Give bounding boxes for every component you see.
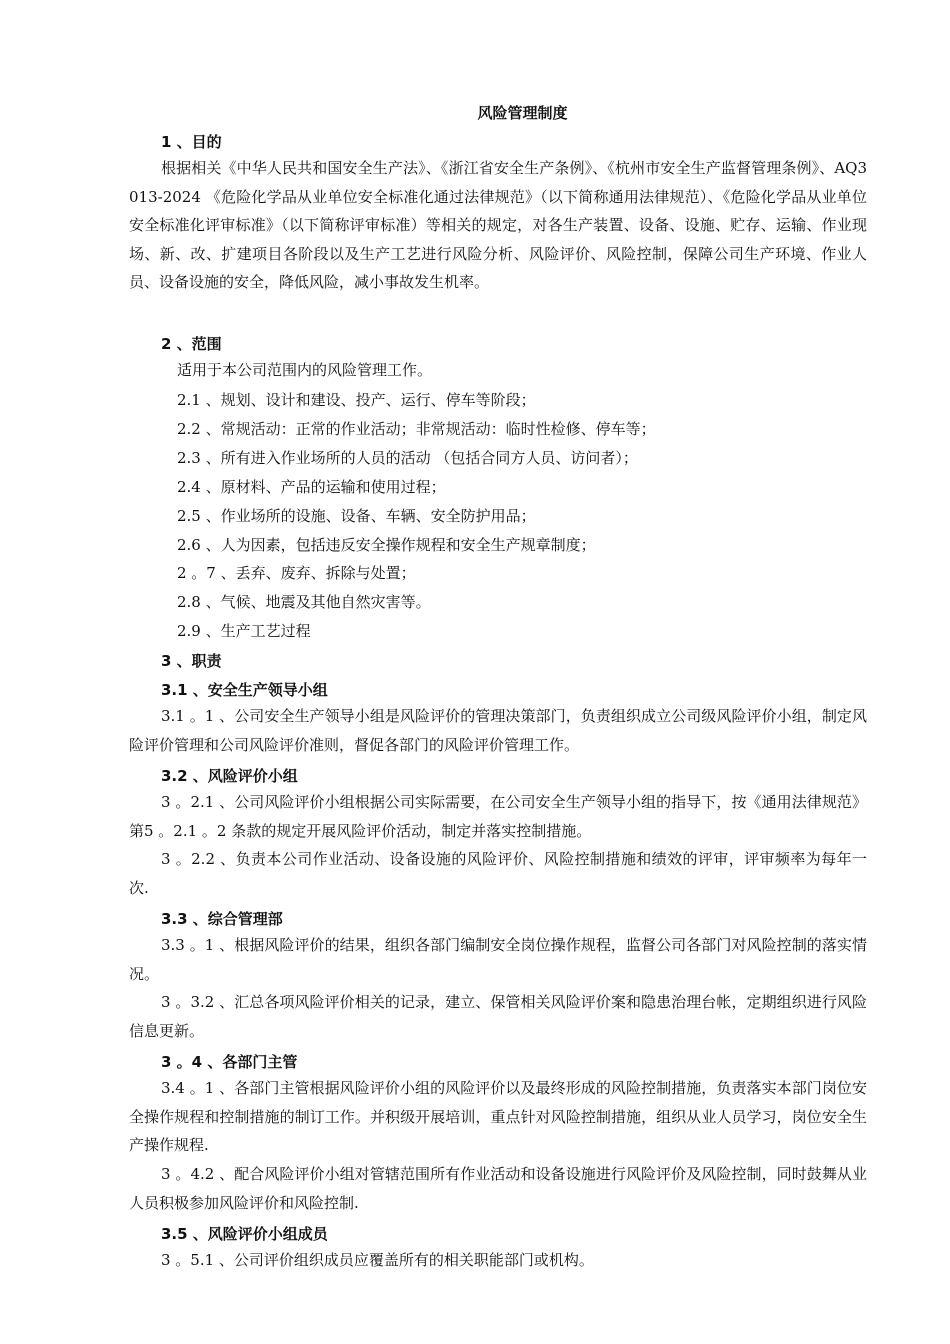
paragraph-purpose: 根据相关《中华人民共和国安全生产法》、《浙江省安全生产条例》、《杭州市安全生产监督管理条例》、AQ3013-2024 《危险化学品从业单位安全标准化通过法律规范》（以下简称通用法律规范）、《危险化学品从业单位安全标准化评审标准》（以下简称评审标准）等相关的规定，对各生产装置、设备、设施、贮存、运输、作业现场、新、改、扩建项目各阶段以及生产工艺进行风险分析、风险评价、风险控制，保障公司生产环境、作业人员、设备设施的安全，降低风险，减小事故发生机率。 — [129, 159, 867, 291]
list-item: 2.5 、作业场所的设施、设备、车辆、安全防护用品； — [177, 507, 536, 525]
paragraph-3-5-1: 3 。5.1 、公司评价组织成员应覆盖所有的相关职能部门或机构。 — [161, 1251, 594, 1269]
list-item: 2.4 、原材料、产品的运输和使用过程； — [177, 478, 446, 496]
paragraph-3-3-2: 3 。3.2 、汇总各项风险评价相关的记录，建立、保管相关风险评价案和隐患治理台帐，定期组织进行风险信息更新。 — [129, 993, 867, 1040]
subsection-heading-3-1: 3.1 、安全生产领导小组 — [161, 681, 328, 699]
document-title: 风险管理制度 — [477, 104, 568, 122]
section-heading-scope: 2 、范围 — [161, 335, 222, 353]
list-item: 2.3 、所有进入作业场所的人员的活动 （包括合同方人员、访问者）； — [177, 449, 638, 467]
subsection-heading-3-5: 3.5 、风险评价小组成员 — [161, 1225, 328, 1243]
paragraph-3-1-1: 3.1 。1 、公司安全生产领导小组是风险评价的管理决策部门，负责组织成立公司级风险评价小组，制定风险评价管理和公司风险评价准则，督促各部门的风险评价管理工作。 — [129, 707, 867, 754]
list-item: 2.9 、生产工艺过程 — [177, 622, 311, 640]
list-item: 2.6 、人为因素，包括违反安全操作规程和安全生产规章制度； — [177, 536, 596, 554]
scope-intro: 适用于本公司范围内的风险管理工作。 — [177, 361, 433, 379]
section-heading-duties: 3 、职责 — [161, 652, 222, 670]
section-heading-purpose: 1 、目的 — [161, 133, 222, 151]
list-item: 2 。7 、丢弃、废弃、拆除与处置； — [177, 564, 416, 582]
list-item: 2.8 、气候、地震及其他自然灾害等。 — [177, 593, 431, 611]
subsection-heading-3-3: 3.3 、综合管理部 — [161, 910, 283, 928]
paragraph-3-2-1: 3 。2.1 、公司风险评价小组根据公司实际需要，在公司安全生产领导小组的指导下，按《通用法律规范》第5 。2.1 。2 条款的规定开展风险评价活动，制定并落实控制措施。 — [129, 793, 867, 840]
list-item: 2.1 、规划、设计和建设、投产、运行、停车等阶段； — [177, 391, 536, 409]
subsection-heading-3-2: 3.2 、风险评价小组 — [161, 767, 298, 785]
subsection-heading-3-4: 3 。4 、各部门主管 — [161, 1053, 298, 1071]
paragraph-3-3-1: 3.3 。1 、根据风险评价的结果，组织各部门编制安全岗位操作规程，监督公司各部门对风险控制的落实情况。 — [129, 936, 867, 983]
list-item: 2.2 、常规活动：正常的作业活动；非常规活动：临时性检修、停车等； — [177, 420, 656, 438]
paragraph-3-4-1: 3.4 。1 、各部门主管根据风险评价小组的风险评价以及最终形成的风险控制措施，负责落实本部门岗位安全操作规程和控制措施的制订工作。并积级开展培训，重点针对风险控制措施，组织从业人员学习，岗位安全生产操作规程. — [129, 1079, 867, 1154]
paragraph-3-2-2: 3 。2.2 、负责本公司作业活动、设备设施的风险评价、风险控制措施和绩效的评审，评审频率为每年一次. — [129, 850, 867, 897]
paragraph-3-4-2: 3 。4.2 、配合风险评价小组对管辖范围所有作业活动和设备设施进行风险评价及风险控制，同时鼓舞从业人员积极参加风险评价和风险控制. — [129, 1165, 867, 1212]
